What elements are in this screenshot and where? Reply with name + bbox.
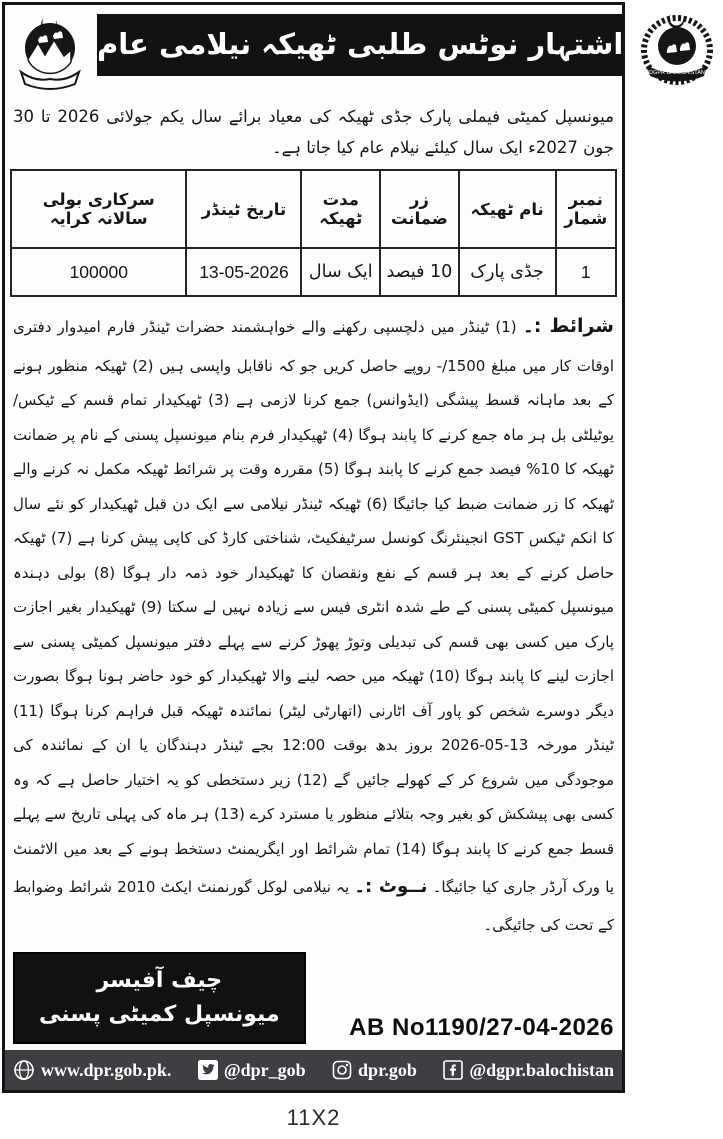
ab-number: AB No1190/27-04-2026	[349, 1014, 614, 1042]
cell-contract-name: جڈی پارک	[459, 248, 556, 296]
signature-box	[13, 952, 306, 1044]
crest-ribbon-caption: DGPR BALOCHISTAN	[649, 70, 706, 76]
cell-contract-duration: ایک سال	[301, 248, 380, 296]
footer-facebook	[443, 1060, 614, 1081]
facebook-handle: @dgpr.balochistan	[469, 1059, 614, 1080]
ad-size-label: 11X2	[286, 1105, 341, 1131]
notice-header	[5, 5, 706, 100]
footer-website	[13, 1059, 171, 1081]
notice-frame	[2, 2, 706, 1093]
globe-icon	[13, 1059, 35, 1081]
col-security-deposit: زر ضمانت	[380, 170, 459, 248]
instagram-handle: dpr.gob	[358, 1059, 417, 1080]
intro-paragraph: میونسپل کمیٹی فیملی پارک جڈی ٹھیکہ کی معیاد برائے سال یکم جولائی 2026 تا 30 جون 2027ء ایک سال کیلئے نیلام عام کیا جاتا ہے۔	[13, 107, 615, 157]
footer-bar	[5, 1050, 622, 1090]
dgpr-balochistan-crest-logo	[631, 10, 723, 98]
note-text: یہ نیلامی لوکل گورنمنٹ ایکٹ 2010 شرائط وضوابط کے تحت کی جائیگی۔	[13, 878, 614, 934]
table-header-row	[11, 170, 616, 248]
conditions-label: شرائط :۔	[522, 315, 614, 338]
facebook-f-icon	[443, 1060, 463, 1080]
tender-notice-sheet	[0, 2, 706, 1139]
signature-org: میونسپل کمیٹی پسنی	[39, 1002, 280, 1028]
signature-row	[5, 946, 622, 1050]
col-contract-duration: مدت ٹھیکہ	[301, 170, 380, 248]
col-tender-date: تاریخ ٹینڈر	[186, 170, 301, 248]
cell-tender-date: 13-05-2026	[186, 248, 301, 296]
cell-serial-number: 1	[556, 248, 617, 296]
note-label: نــوٹ :۔	[354, 876, 428, 898]
col-serial-number: نمبر شمار	[556, 170, 617, 248]
cell-security-deposit: 10 فیصد	[380, 248, 459, 296]
footer-twitter	[198, 1060, 306, 1081]
conditions-paragraph	[13, 305, 614, 942]
col-contract-name: نام ٹھیکہ	[459, 170, 556, 248]
notice-title-banner	[97, 14, 623, 76]
tender-table	[10, 169, 617, 297]
footer-instagram	[332, 1060, 417, 1081]
table-row	[11, 248, 616, 296]
signature-title: چیف آفیسر	[96, 968, 223, 994]
municipal-committee-crest-logo	[11, 10, 89, 98]
cell-official-bid: 100000	[11, 248, 186, 296]
website-url: www.dpr.gob.pk.	[41, 1059, 172, 1080]
notice-title: اشتہار نوٹس طلبی ٹھیکہ نیلامی عام	[97, 27, 624, 62]
conditions-text: (1) ٹینڈر میں دلچسپی رکھنے والے خواہشمند حضرات ٹینڈر فارم امیدوار دفتری اوقات کار میں مبلغ ‏1500/-‏ روپے حاصل کریں جو کہ ناقابل واپسی ہیں (2) ٹھیکہ منظور ہونے کے بعد ماہانہ قسط پیشگی (ایڈوانس) جمع کرنا لازمی ہے (3) ٹھیکیدار تمام قسم کے ٹیکس/یوٹیلٹی بل ہر ماہ جمع کرنے کا پابند ہوگا (4) ٹھیکیدار فرم بنام میونسپل پسنی کے نام پر ضمانت ٹھیکہ کا 10% فیصد جمع کرنے کا پابند ہوگا (5) مقررہ وقت پر شرائط ٹھیکہ مکمل نہ کرنے والے ٹھیکہ کا زر ضمانت ضبط کیا جائیگا (6) ٹھیکہ ٹینڈر نیلامی سے ایک دن قبل ٹھیکیدار کو نئے سال کا انکم ٹیکس GST انجینئرنگ کونسل سرٹیفکیٹ، شناختی کارڈ کی کاپی پیش کرنا ہے (7) ٹھیکہ حاصل کرنے کے بعد ہر قسم کے نفع ونقصان کا ٹھیکیدار خود ذمہ دار ہوگا (8) بولی دہندہ میونسپل کمیٹی پسنی کے طے شدہ انٹری فیس سے زیادہ نہیں لے سکتا (9) ٹھیکیدار بغیر اجازت پارک میں کسی بھی قسم کی تبدیلی وتوڑ پھوڑ کرنے سے پہلے دفتر میونسپل کمیٹی پسنی سے اجازت لینے کا پابند ہوگا (10) ٹھیکہ میں حصہ لینے والا ٹھیکیدار کو خود حاضر ہونا ہوگا بصورت دیگر دوسرے شخص کو پاور آف اٹارنی (اتھارٹی لیٹر) نمائندہ ٹھیکہ قبل فراہم کرنا ہوگا (11) ٹینڈر مورخہ 13-05-2026 بروز بدھ بوقت 12:00 بجے ٹینڈر دہندگان یا ان کے نمائندہ کی موجودگی میں شروع کر کے کھولے جائیں گے (12) زیر دستخطی کو یہ اختیار حاصل ہے کہ وہ کسی بھی پیشکش کو بغیر وجہ بتلائے منظور یا مسترد کرے (13) ہر ماہ کی پہلی تاریخ سے پہلے قسط جمع کرنے کا پابند ہوگا (14) تمام شرائط اور ایگریمنٹ دستخط ہونے کے بعد میں الاٹمنٹ یا ورک آرڈر جاری کیا جائیگا۔	[13, 318, 615, 897]
col-official-bid-annual-rent: سرکاری بولی سالانہ کرایہ	[11, 170, 186, 248]
instagram-camera-icon	[332, 1060, 352, 1080]
twitter-handle: @dpr_gob	[223, 1059, 306, 1080]
twitter-bird-icon	[198, 1060, 218, 1080]
